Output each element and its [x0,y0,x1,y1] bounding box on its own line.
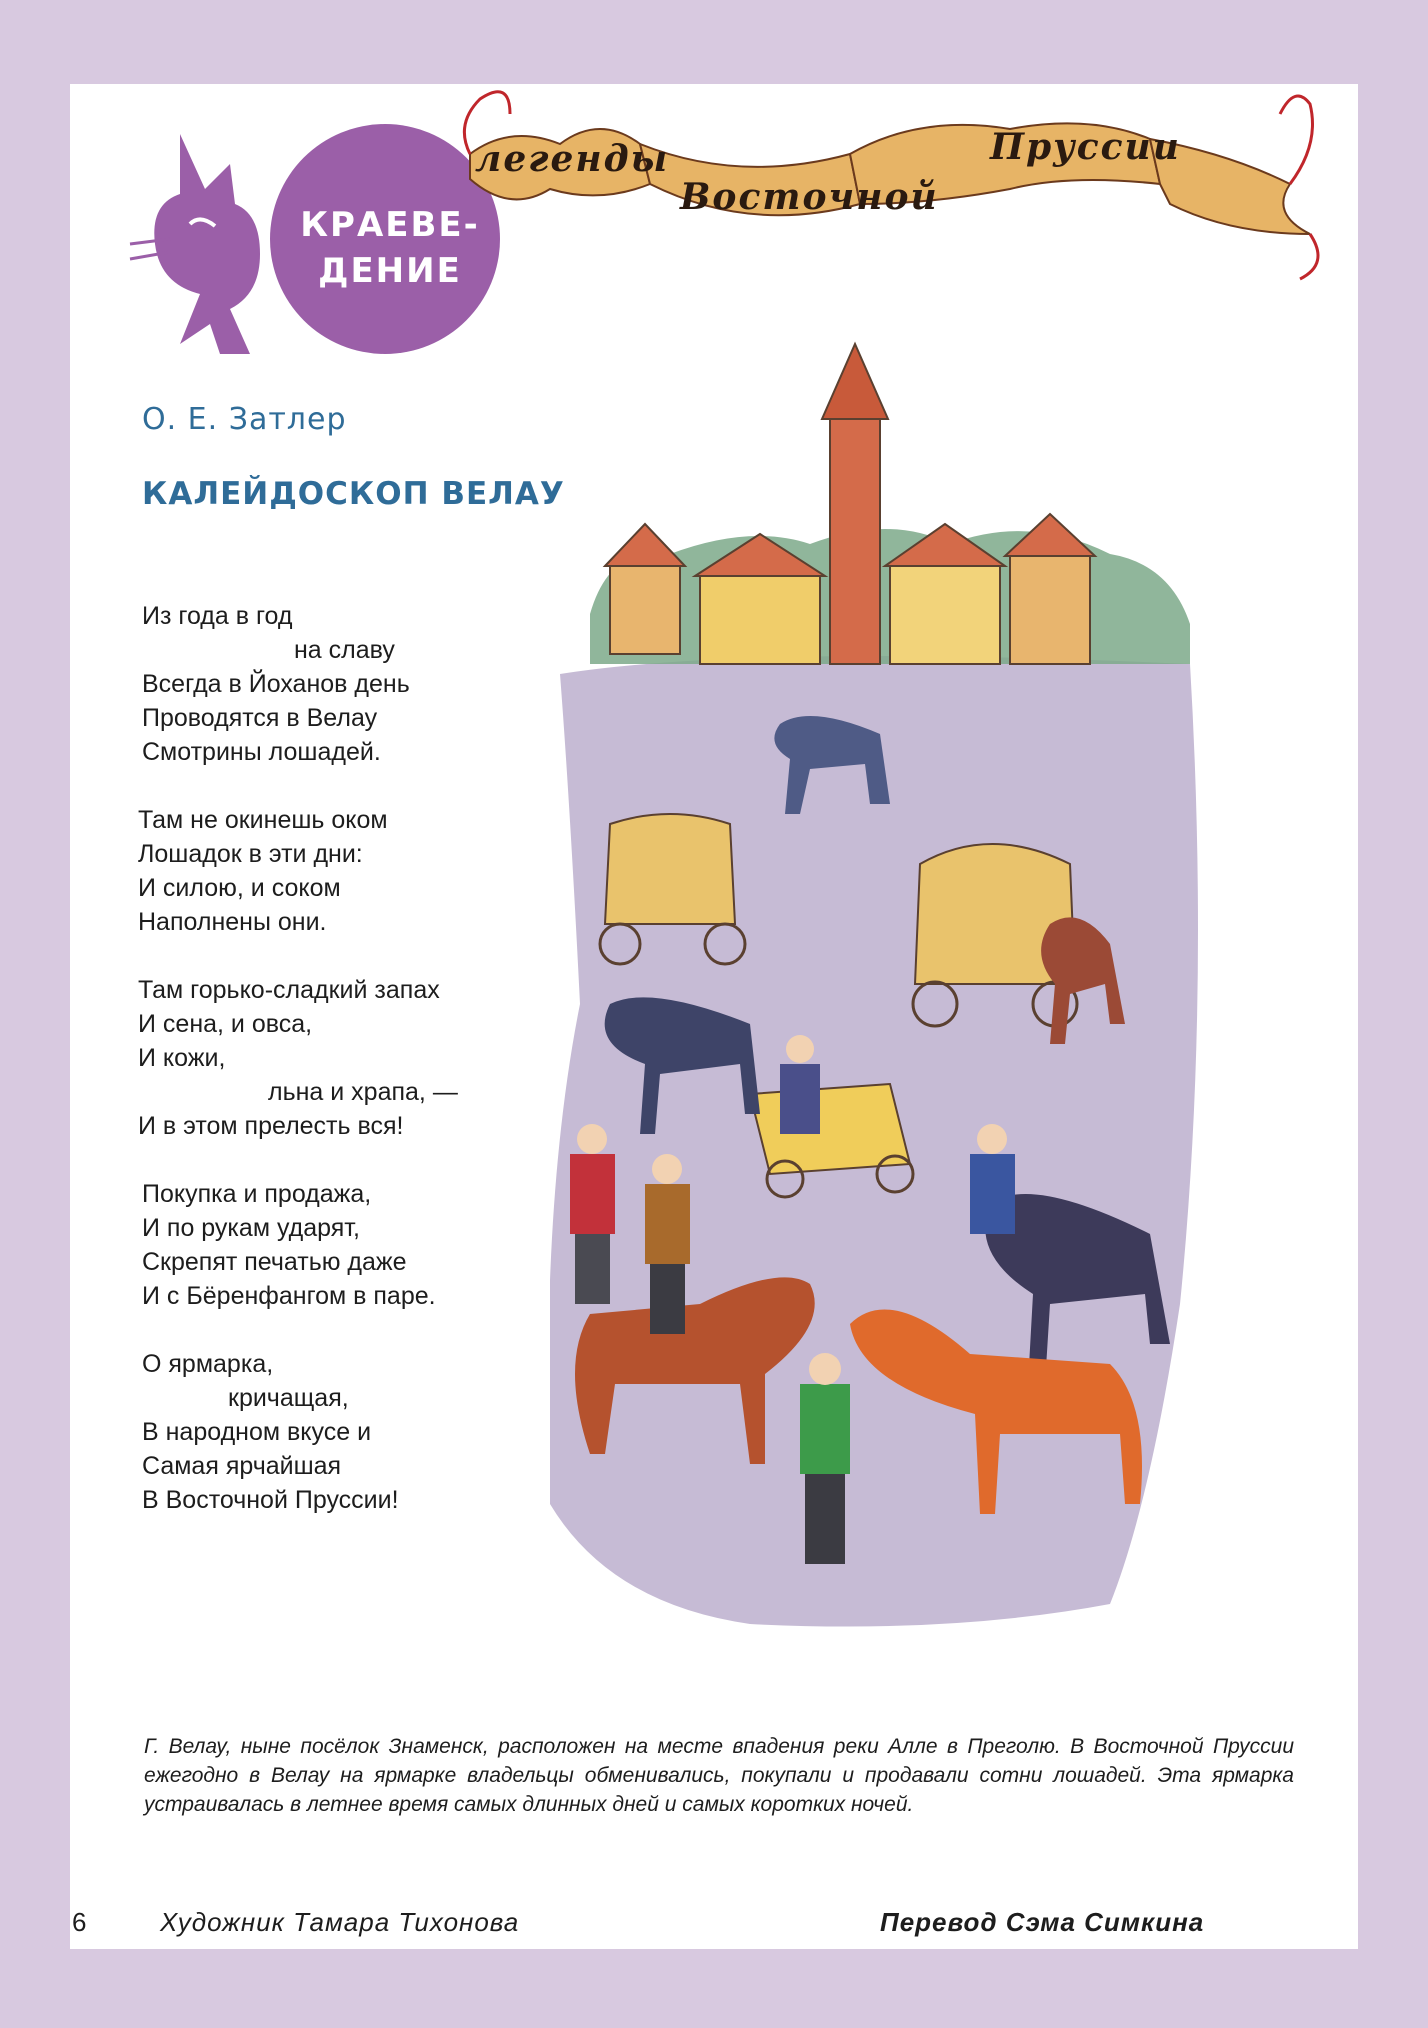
poem-line: И в этом прелесть вся! [138,1112,404,1140]
magazine-page [70,84,1358,1949]
poem-line: кричащая, [228,1384,349,1412]
poem-stanza-5 [142,1347,542,1517]
translator-credit: Перевод Сэма Симкина [880,1907,1205,1937]
poem-stanza-4 [142,1177,542,1313]
poem-line: Покупка и продажа, [142,1180,372,1208]
poem-line: Смотрины лошадей. [142,738,381,766]
horse-fair-illustration [550,304,1210,1724]
badge-line-2: ДЕНИЕ [318,251,462,291]
poem-line: льна и храпа, — [268,1078,458,1106]
poem-line: Проводятся в Велау [142,704,378,732]
poem-line: Там не окинешь оком [138,806,388,834]
poem-line: В народном вкусе и [142,1418,372,1446]
badge-line-1: КРАЕВЕ- [300,205,480,245]
poem-stanza-1 [142,599,542,769]
banner-word-vostochnoy: Восточной [680,176,939,218]
poem-line: Наполнены они. [138,908,327,936]
poem-stanza-2 [138,803,542,939]
poem-line: В Восточной Пруссии! [142,1486,399,1514]
illustration-caption: Г. Велау, ныне посёлок Знаменск, расположен на месте впадения реки Алле в Преголю. В Восточной Пруссии ежегодно в Велау на ярмарке владельцы обменивались, покупали и продавали сотни лошадей. Эта ярмарка устраивалась в летнее время самых длинных дней и самых коротких ночей. [144,1735,1294,1816]
artist-credit: Художник Тамара Тихонова [160,1907,520,1937]
author-name: О. Е. Затлер [142,402,347,437]
banner-word-prussii: Пруссии [990,126,1181,168]
page-number: 6 [72,1907,87,1937]
poem-line: И с Бёренфангом в паре. [142,1282,436,1310]
poem-line: Лошадок в эти дни: [138,840,363,868]
poem-line: И сена, и овса, [138,1010,313,1038]
poem-line: Из года в год [142,602,293,630]
poem-line: Всегда в Йоханов день [142,670,410,698]
poem-line: О ярмарка, [142,1350,274,1378]
poem [138,599,542,1551]
poem-line: И кожи, [138,1044,226,1072]
poem-line: Скрепят печатью даже [142,1248,407,1276]
poem-line: Там горько-сладкий запах [138,976,440,1004]
poem-line: И по рукам ударят, [142,1214,360,1242]
article-title: КАЛЕЙДОСКОП ВЕЛАУ [142,476,565,512]
banner-word-legendy: легенды [475,138,670,180]
poem-stanza-3 [138,973,542,1143]
poem-line: Самая ярчайшая [142,1452,342,1480]
poem-line: на славу [294,636,395,664]
poem-line: И силою, и соком [138,874,341,902]
